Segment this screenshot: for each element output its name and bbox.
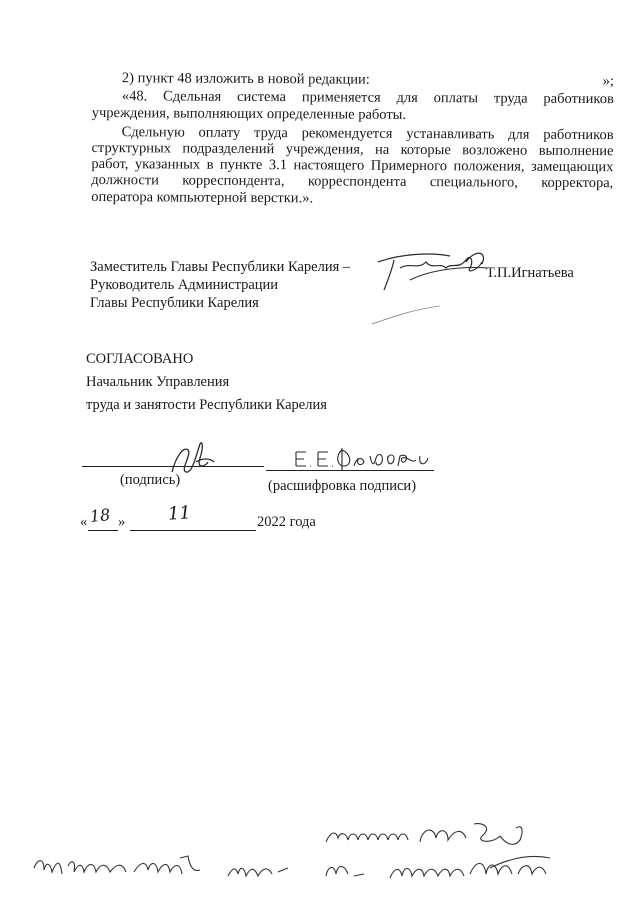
approval-heading: СОГЛАСОВАНО (86, 351, 194, 367)
date-month-line (130, 530, 256, 531)
para2-line: Сдельную оплату труда рекомендуется устанавливать для работников (121, 124, 614, 144)
signatory-name: Т.П.Игнатьева (486, 265, 574, 281)
date-close-quote: » (118, 514, 126, 530)
approval-decode-handwritten (290, 444, 440, 474)
approval-position-line: труда и занятости Республики Карелия (86, 397, 327, 413)
signatory-position-line: Руководитель Администрации (90, 277, 279, 293)
signature-caption: (подпись) (120, 472, 181, 488)
date-open-quote: « (80, 514, 88, 530)
para2-line: должности корреспондента, корреспондента специального, корректора, (91, 171, 614, 192)
signatory-position-line: Заместитель Главы Республики Карелия – (90, 259, 351, 275)
para2-line: работ, указанных в пункте 3.1 настоящего Примерного положения, замещающих (91, 155, 614, 176)
para2-line: структурных подразделений учреждения, на которые возложено выполнение (91, 139, 614, 160)
date-year: 2022 года (257, 514, 316, 530)
item-2-text: 2) пункт 48 изложить в новой редакции: (121, 70, 370, 88)
handwritten-footer-note (30, 818, 630, 898)
approval-position-line: Начальник Управления (86, 374, 230, 390)
signatory-position-line: Главы Республики Карелия (90, 295, 259, 311)
closing-quote: »; (602, 73, 614, 90)
date-month-handwritten: 11 (167, 502, 192, 525)
signatory-signature (370, 240, 500, 330)
para1-line: учреждения, выполняющих определенные работы. (91, 104, 407, 123)
item-line (92, 70, 614, 91)
para2-line: оператора компьютерной верстки.». (91, 188, 314, 207)
decode-caption: (расшифровка подписи) (268, 478, 417, 494)
amendment-text (91, 70, 614, 209)
para1-line: «48. Сдельная система применяется для оплаты труда работников (121, 88, 614, 108)
date-day-line (88, 530, 118, 531)
date-day-handwritten: 18 (88, 504, 112, 527)
